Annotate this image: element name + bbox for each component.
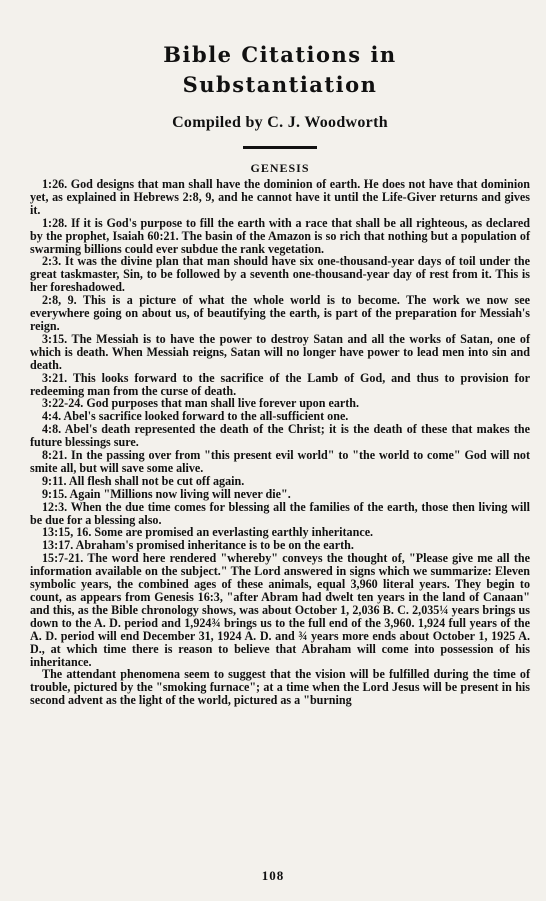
page bbox=[30, 40, 530, 707]
paragraph: 3:15. The Messiah is to have the power to destroy Satan and all the works of Satan, one of which is death. When Messiah reigns, Satan will no longer have power to lead men into sin and death. bbox=[30, 331, 530, 372]
paragraph: 13:15, 16. Some are promised an everlasting earthly inheritance. bbox=[42, 525, 374, 540]
paragraph: The attendant phenomena seem to suggest that the vision will be fulfilled during the time of trouble, pictured by the "smoking furnace"; at a time when the Lord Jesus will be present in his second advent as the light of the world, pictured as a "burning bbox=[30, 667, 530, 708]
body-text bbox=[30, 178, 530, 707]
paragraph: 2:3. It was the divine plan that man should have six one-thousand-year days of toil under the great taskmaster, Sin, to be followed by a seventh one-thousand-year day of rest from it. This is her foreshadowed. bbox=[30, 254, 530, 295]
paragraph: 2:8, 9. This is a picture of what the whole world is to become. The work we now see everywhere going on about us, of beautifying the earth, is part of the preparation for Messiah's reign. bbox=[30, 293, 530, 333]
paragraph: 15:7-21. The word here rendered "whereby" conveys the thought of, "Please give me all the information available on the subject." The Lord answered in signs which we summarize: Eleven symbolic years, the combined ages of these animals, equal 3,960 literal years. They begin to count, as appears from Genesis 16:3, "after Abram had dwelt ten years in the land of Canaan" and this, as the Bible chronology shows, was about October 1, 2,036 B. C. 2,035¼ years brings us down to the A. D. period and 1,924¾ brings us to the full end of the 3,960. 1,924 full years of the A. D. period will end December 31, 1924 A. D. and ¾ years more ends about October 1, 1925 A. D., at which time there is reason to believe that Abraham will come into possession of his inheritance. bbox=[30, 551, 530, 669]
paragraph: 3:21. This looks forward to the sacrifice of the Lamb of God, and thus to provision for redeeming man from the curse of death. bbox=[30, 370, 530, 398]
paragraph: 4:4. Abel's sacrifice looked forward to the all-sufficient one. bbox=[42, 409, 349, 424]
paragraph: 13:17. Abraham's promised inheritance is to be on the earth. bbox=[42, 538, 354, 553]
title-line-2: Substantiation bbox=[182, 72, 378, 97]
paragraph: 4:8. Abel's death represented the death of the Christ; it is the death of these that makes the future blessings sure. bbox=[30, 422, 530, 450]
section-title: GENESIS bbox=[250, 161, 310, 175]
compiled-by: Compiled by C. J. Woodworth bbox=[172, 114, 388, 131]
paragraph: 8:21. In the passing over from "this present evil world" to "the world to come" God will not smite all, but will save some alive. bbox=[30, 448, 530, 475]
page-title bbox=[30, 40, 530, 100]
paragraph: 1:28. If it is God's purpose to fill the earth with a race that shall be all righteous, as declared by the prophet, Isaiah 60:21. The basin of the Amazon is so rich that nothing but a population of swarming billions could ever subdue the rank vegetation. bbox=[30, 215, 530, 256]
paragraph: 12:3. When the due time comes for blessing all the families of the earth, those then living will be due for a blessing also. bbox=[30, 499, 530, 527]
page-number: 108 bbox=[261, 868, 285, 883]
paragraph: 3:22-24. God purposes that man shall live forever upon earth. bbox=[42, 396, 360, 411]
paragraph: 9:15. Again "Millions now living will never die". bbox=[42, 486, 291, 501]
title-rule bbox=[243, 146, 317, 149]
title-line-1: Bible Citations in bbox=[163, 42, 397, 67]
paragraph: 1:26. God designs that man shall have the dominion of earth. He does not have that dominion yet, as explained in Hebrews 2:8, 9, and he cannot have it until the Life-Giver returns and gives it. bbox=[30, 177, 530, 217]
paragraph: 9:11. All flesh shall not be cut off again. bbox=[42, 473, 245, 488]
